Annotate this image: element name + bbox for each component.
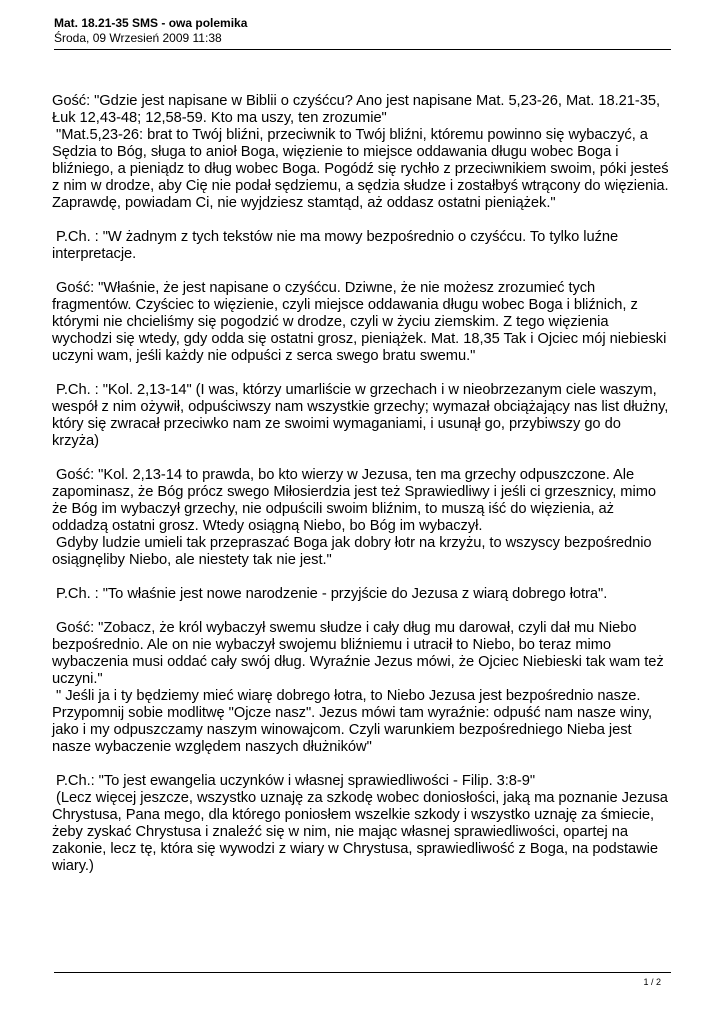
text-line: uczyni wam, jeśli każdy nie odpuści z serca swego bratu swemu.": [52, 348, 476, 364]
paragraph: [52, 467, 677, 569]
document-date: Środa, 09 Wrzesień 2009 11:38: [54, 31, 222, 45]
text-line: Zaprawdę, powiadam Ci, nie wyjdziesz stamtąd, aż oddasz ostatni pieniążek.": [52, 195, 556, 211]
paragraph: [52, 620, 677, 756]
text-line: zapominasz, że Bóg prócz swego Miłosierdzia jest też Sprawiedliwy i jeśli ci grzesznicy, mimo: [52, 484, 657, 500]
text-line: Gość: "Właśnie, że jest napisane o czyśćcu. Dziwne, że nie możesz zrozumieć tych: [52, 280, 596, 296]
text-line: wychodzi się wtedy, gdy odda się ostatni grosz, pieniążek. Mat. 18,35 Tak i Ojciec mój niebieski: [52, 331, 667, 347]
text-line: Sędzia to Bóg, sługa to anioł Boga, więzienie to miejsce oddawania długu wobec Boga i: [52, 144, 619, 160]
paragraph: [52, 586, 677, 603]
text-line: Przypomnij sobie modlitwę "Ojcze nasz". Jezus mówi tam wyraźnie: odpuść nam nasze winy,: [52, 705, 653, 721]
text-line: bezpośrednio. Ale on nie wybaczył swojemu bliźniemu i utracił to Niebo, bo teraz mimo: [52, 637, 612, 653]
text-line: nasze wybaczenie względem naszych dłużników": [52, 739, 372, 755]
article-body: [52, 93, 677, 892]
paragraph: [52, 382, 677, 450]
text-line: którymi nie chcieliśmy się pogodzić w drodze, czyli w życiu ziemskim. Z tego więzienia: [52, 314, 609, 330]
text-line: jako i my odpuszczamy naszym winowajcom. Czyli warunkiem bezpośredniego Nieba jest: [52, 722, 632, 738]
text-line: że Bóg im wybaczył grzechy, nie odpuścili swoim bliźnim, to muszą iść do więzienia, aż: [52, 501, 614, 517]
text-line: żeby zyskać Chrystusa i znaleźć się w nim, nie mając własnej sprawiedliwości, opartej na: [52, 824, 628, 840]
text-line: wiary.): [52, 858, 94, 874]
paragraph: [52, 773, 677, 875]
text-line: Gość: "Zobacz, że król wybaczył swemu słudze i cały dług mu darował, czyli dał mu Niebo: [52, 620, 637, 636]
text-line: Gdyby ludzie umieli tak przepraszać Boga jak dobry łotr na krzyżu, to wszyscy bezpośrednio: [52, 535, 652, 551]
text-line: Chrystusa, Pana mego, dla którego poniosłem wszelkie szkody i wszystko uznaję za śmiecie,: [52, 807, 655, 823]
text-line: " Jeśli ja i ty będziemy mieć wiarę dobrego łotra, to Niebo Jezusa jest bezpośrednio nasze.: [52, 688, 641, 704]
text-line: bliźniego, a pieniądz to dług wobec Boga. Pogódź się rychło z przeciwnikiem swoim, póki jesteś: [52, 161, 669, 177]
text-line: P.Ch. : "To właśnie jest nowe narodzenie - przyjście do Jezusa z wiarą dobrego łotra".: [52, 586, 608, 602]
text-line: krzyża): [52, 433, 99, 449]
footer-divider: [54, 972, 671, 973]
document-title: Mat. 18.21-35 SMS - owa polemika: [54, 16, 248, 30]
text-line: zakonie, lecz tę, która się wywodzi z wiary w Chrystusa, sprawiedliwość z Boga, na podstawie: [52, 841, 659, 857]
page-number: 1 / 2: [643, 977, 661, 987]
text-line: interpretacje.: [52, 246, 137, 262]
text-line: (Lecz więcej jeszcze, wszystko uznaję za szkodę wobec doniosłości, jaką ma poznanie Jezusa: [52, 790, 668, 806]
paragraph: [52, 93, 677, 212]
header-divider: [54, 49, 671, 50]
text-line: wybaczenia musi oddać cały swój dług. Wyraźnie Jezus mówi, że Ojciec Niebieski tak wam też: [52, 654, 664, 670]
text-line: osiągnęliby Niebo, ale niestety tak nie jest.": [52, 552, 332, 568]
paragraph: [52, 229, 677, 263]
text-line: Gość: "Gdzie jest napisane w Biblii o czyśćcu? Ano jest napisane Mat. 5,23-26, Mat. 18.21-35,: [52, 93, 660, 109]
text-line: uczyni.": [52, 671, 103, 687]
paragraph: [52, 280, 677, 365]
text-line: z nim w drodze, aby Cię nie podał sędziemu, a sędzia słudze i zostałbyś wtrącony do więzienia.: [52, 178, 669, 194]
text-line: fragmentów. Czyściec to więzienie, czyli miejsce oddawania długu wobec Boga i bliźnich, z: [52, 297, 638, 313]
text-line: Gość: "Kol. 2,13-14 to prawda, bo kto wierzy w Jezusa, ten ma grzechy odpuszczone. Ale: [52, 467, 635, 483]
text-line: P.Ch. : "Kol. 2,13-14" (I was, którzy umarliście w grzechach i w nieobrzezanym ciele waszym,: [52, 382, 657, 398]
text-line: oddadzą ostatni grosz. Wtedy osiągną Niebo, bo Bóg im wybaczył.: [52, 518, 483, 534]
text-line: który się zwracał przeciwko nam ze swoimi wymaganiami, i usunął go, przybiwszy go do: [52, 416, 621, 432]
document-header: [54, 16, 671, 46]
text-line: Łuk 12,43-48; 12,58-59. Kto ma uszy, ten zrozumie": [52, 110, 387, 126]
text-line: P.Ch.: "To jest ewangelia uczynków i własnej sprawiedliwości - Filip. 3:8-9": [52, 773, 536, 789]
text-line: wespół z nim ożywił, odpuściwszy nam wszystkie grzechy; wymazał obciążający nas list dłużny,: [52, 399, 669, 415]
text-line: P.Ch. : "W żadnym z tych tekstów nie ma mowy bezpośrednio o czyśćcu. To tylko luźne: [52, 229, 619, 245]
text-line: "Mat.5,23-26: brat to Twój bliźni, przeciwnik to Twój bliźni, któremu powinno się wybaczyć, a: [52, 127, 648, 143]
